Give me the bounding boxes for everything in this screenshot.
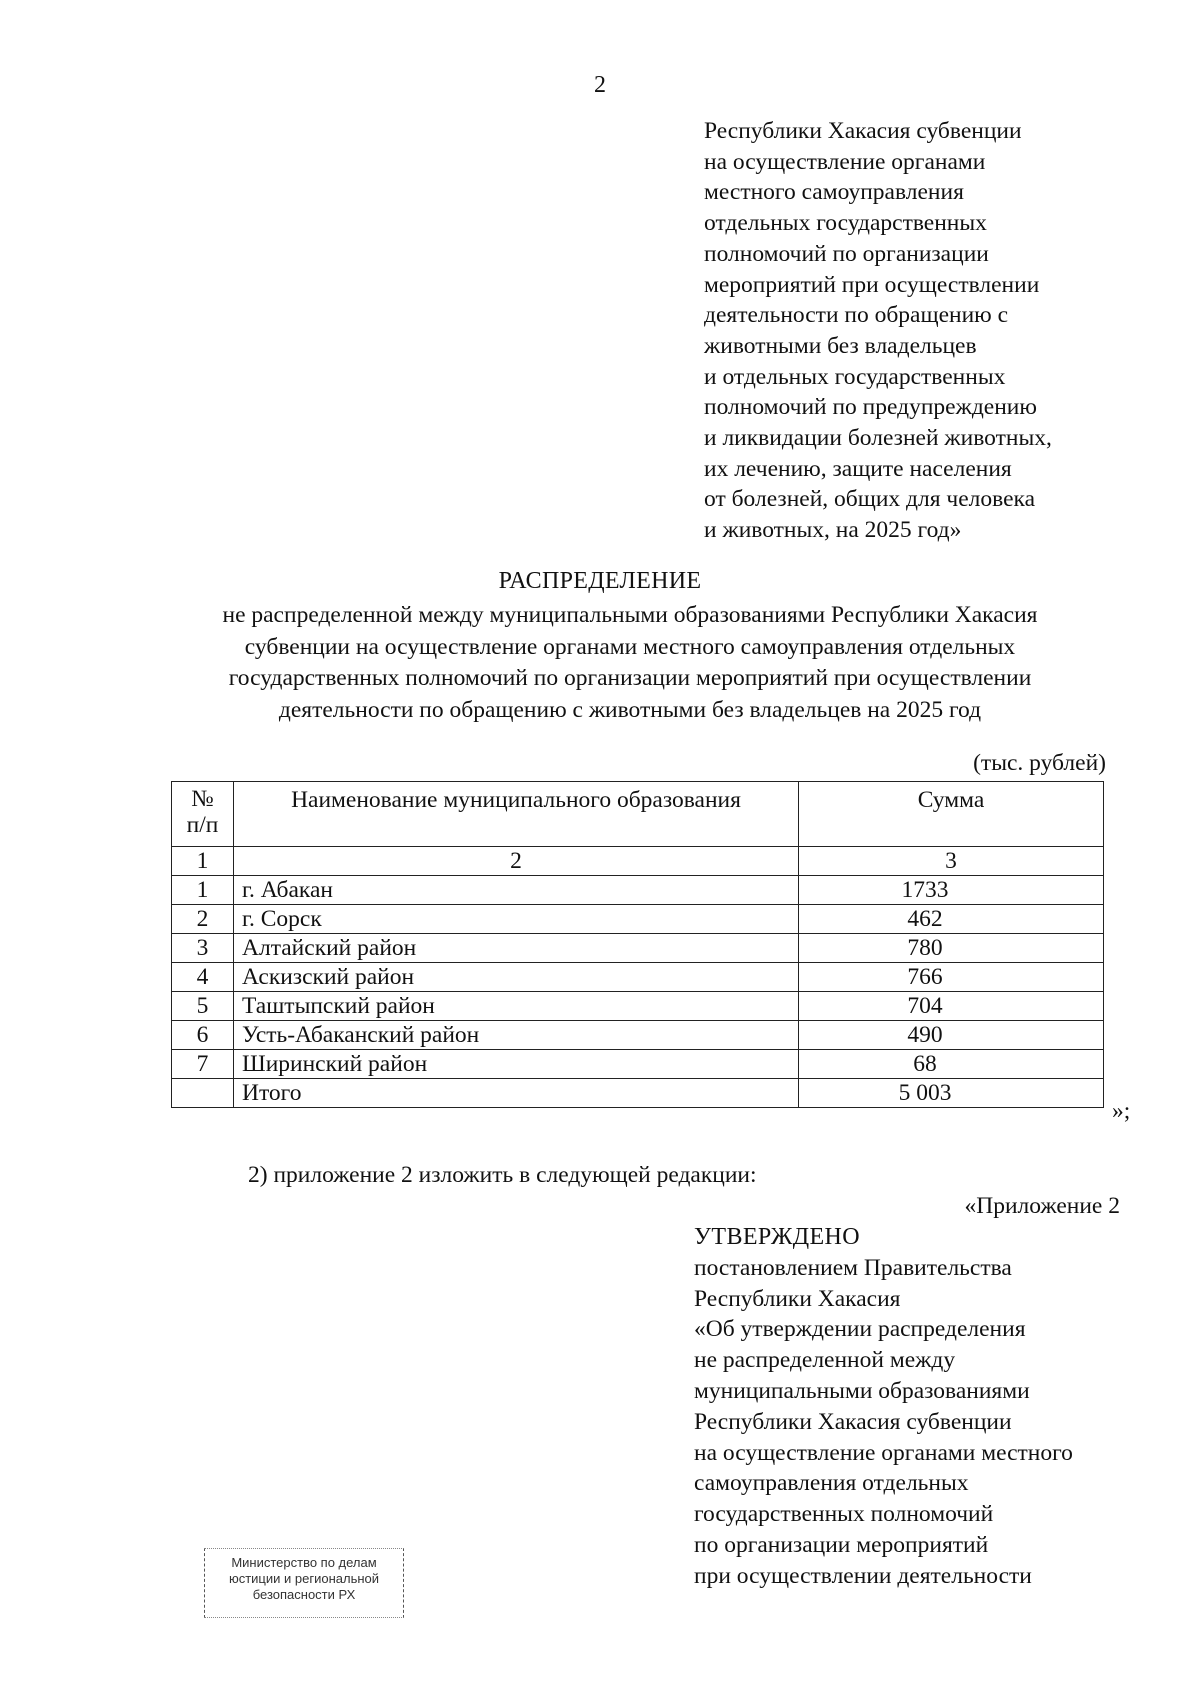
header-line: и ликвидации болезней животных, <box>704 425 1052 452</box>
row-num: 2 <box>172 905 234 934</box>
row-num: 6 <box>172 1021 234 1050</box>
approval-line: постановлением Правительства <box>694 1254 1012 1281</box>
row-num: 5 <box>172 992 234 1021</box>
header-num-line1: № <box>191 786 214 812</box>
stamp-line: юстиции и региональной <box>228 1571 380 1586</box>
header-line: мероприятий при осуществлении <box>704 271 1040 298</box>
closing-quote: »; <box>1112 1098 1131 1124</box>
column-number-row <box>172 847 1104 876</box>
subtitle-line: деятельности по обращению с животными без владельцев на 2025 год <box>278 696 982 723</box>
approval-line: муниципальными образованиями <box>694 1377 1030 1404</box>
row-name: г. Абакан <box>234 876 799 905</box>
header-line: местного самоуправления <box>704 179 964 206</box>
subtitle-line: государственных полномочий по организации мероприятий при осуществлении <box>228 665 1032 691</box>
item-2-text: 2) приложение 2 изложить в следующей редакции: <box>248 1162 757 1188</box>
document-title: РАСПРЕДЕЛЕНИЕ <box>498 568 702 594</box>
approval-line: Республики Хакасия <box>694 1285 901 1312</box>
row-name: Усть-Абаканский район <box>234 1021 799 1050</box>
column-number: 2 <box>234 847 799 876</box>
approved-heading: УТВЕРЖДЕНО <box>694 1224 861 1250</box>
row-num: 7 <box>172 1050 234 1079</box>
header-num-line2: п/п <box>186 812 219 838</box>
total-sum: 5 003 <box>799 1079 1104 1108</box>
row-sum: 780 <box>799 934 1104 963</box>
table-row <box>172 934 1104 963</box>
table-total-row <box>172 1079 1104 1108</box>
stamp-line: Министерство по делам <box>231 1555 377 1570</box>
header-block <box>704 116 1124 546</box>
stamp-line: безопасности РХ <box>252 1587 356 1602</box>
header-line: отдельных государственных <box>704 210 987 237</box>
units-label: (тыс. рублей) <box>973 750 1106 776</box>
header-name: Наименование муниципального образования <box>234 782 799 847</box>
row-name: Аскизский район <box>234 963 799 992</box>
approval-line: самоуправления отдельных <box>694 1470 969 1497</box>
subtitle-line: не распределенной между муниципальными образованиями Республики Хакасия <box>222 602 1038 628</box>
approval-line: по организации мероприятий <box>694 1531 989 1558</box>
subtitle-line: субвенции на осуществление органами местного самоуправления отдельных <box>244 633 1016 660</box>
header-line: полномочий по предупреждению <box>704 394 1037 421</box>
header-num <box>172 782 234 847</box>
row-sum: 766 <box>799 963 1104 992</box>
row-name: г. Сорск <box>234 905 799 934</box>
table-row <box>172 1021 1104 1050</box>
approval-line: при осуществлении деятельности <box>694 1562 1032 1589</box>
header-line: полномочий по организации <box>704 240 989 267</box>
total-label: Итого <box>234 1079 799 1108</box>
approval-line: Республики Хакасия субвенции <box>694 1408 1012 1435</box>
document-subtitle <box>150 600 1110 726</box>
table-row <box>172 992 1104 1021</box>
ministry-stamp <box>204 1548 404 1618</box>
column-number: 3 <box>799 847 1104 876</box>
approval-block <box>694 1222 1134 1592</box>
header-line: Республики Хакасия субвенции <box>704 118 1022 144</box>
column-number: 1 <box>172 847 234 876</box>
row-name: Алтайский район <box>234 934 799 963</box>
header-line: животными без владельцев <box>704 332 977 359</box>
row-name: Таштыпский район <box>234 992 799 1021</box>
header-line: на осуществление органами <box>704 148 986 175</box>
table-row <box>172 963 1104 992</box>
header-line: деятельности по обращению с <box>704 302 1009 329</box>
row-num: 1 <box>172 876 234 905</box>
header-line: от болезней, общих для человека <box>704 486 1036 513</box>
row-num: 4 <box>172 963 234 992</box>
header-sum: Сумма <box>799 782 1104 847</box>
row-sum: 490 <box>799 1021 1104 1050</box>
row-sum: 704 <box>799 992 1104 1021</box>
total-num <box>172 1079 234 1108</box>
distribution-table <box>171 781 1104 1108</box>
table-row <box>172 876 1104 905</box>
row-sum: 68 <box>799 1050 1104 1079</box>
row-name: Ширинский район <box>234 1050 799 1079</box>
approval-line: на осуществление органами местного <box>694 1439 1073 1466</box>
page-number: 2 <box>594 72 606 98</box>
approval-line: не распределенной между <box>694 1347 956 1374</box>
header-line: и животных, на 2025 год» <box>704 517 962 544</box>
table-row <box>172 905 1104 934</box>
approval-line: государственных полномочий <box>694 1501 994 1528</box>
table-header-row <box>172 782 1104 847</box>
table-row <box>172 1050 1104 1079</box>
annex-label: «Приложение 2 <box>964 1193 1120 1219</box>
row-sum: 462 <box>799 905 1104 934</box>
row-sum: 1733 <box>799 876 1104 905</box>
row-num: 3 <box>172 934 234 963</box>
header-line: и отдельных государственных <box>704 363 1006 390</box>
header-line: их лечению, защите населения <box>704 455 1012 482</box>
approval-line: «Об утверждении распределения <box>694 1316 1026 1343</box>
